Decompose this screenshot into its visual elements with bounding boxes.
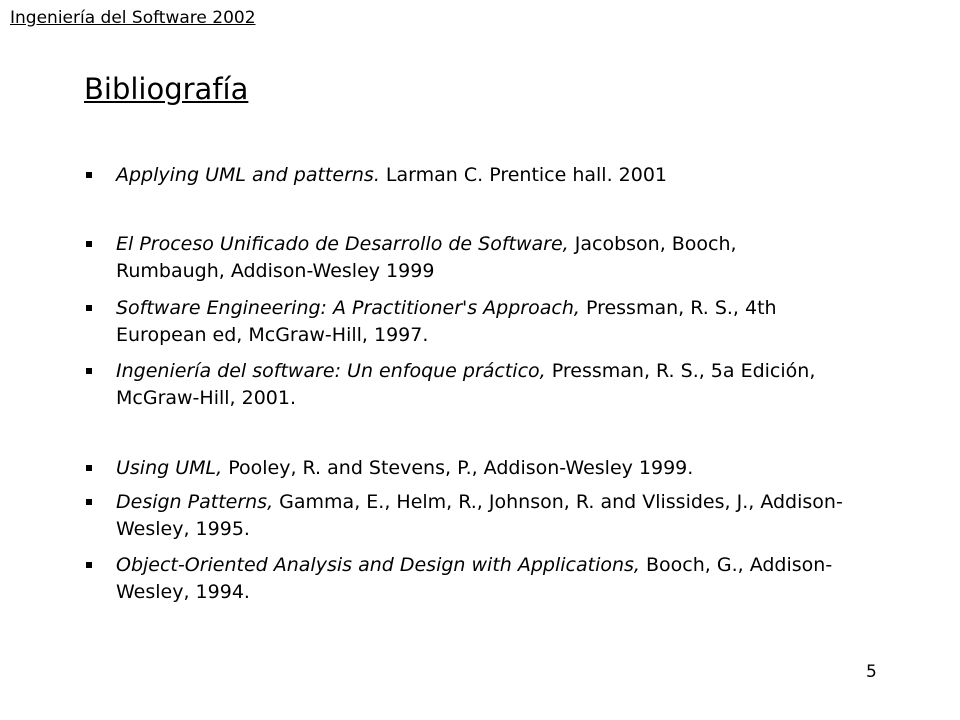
reference-title: Ingeniería del software: Un enfoque práctico, (116, 360, 546, 382)
square-bullet-icon (86, 465, 92, 471)
reference-text (116, 358, 846, 412)
list-item (84, 552, 904, 606)
reference-title: Using UML, (116, 457, 223, 479)
course-header: Ingeniería del Software 2002 (10, 8, 256, 28)
reference-text (116, 455, 846, 482)
square-bullet-icon (86, 499, 92, 505)
reference-text (116, 231, 846, 285)
reference-text (116, 552, 846, 606)
reference-title: Design Patterns, (116, 491, 274, 513)
reference-title: Software Engineering: A Practitioner's Approach, (116, 297, 580, 319)
slide-title: Bibliografía (84, 72, 249, 106)
reference-details: Booch, G., Addison-Wesley, 1994. (116, 554, 833, 603)
list-item (84, 231, 904, 285)
list-item (84, 358, 904, 412)
reference-text (116, 162, 846, 189)
square-bullet-icon (86, 562, 92, 568)
reference-details: Pooley, R. and Stevens, P., Addison-Wesley 1999. (228, 457, 694, 479)
reference-details: Pressman, R. S., 4th European ed, McGraw-Hill, 1997. (116, 297, 777, 346)
square-bullet-icon (86, 241, 92, 247)
reference-text (116, 489, 846, 543)
reference-title: El Proceso Unificado de Desarrollo de Software, (116, 233, 569, 255)
reference-details: Gamma, E., Helm, R., Johnson, R. and Vlissides, J., Addison-Wesley, 1995. (116, 491, 843, 540)
square-bullet-icon (86, 305, 92, 311)
square-bullet-icon (86, 368, 92, 374)
reference-details: Jacobson, Booch, Rumbaugh, Addison-Wesley 1999 (116, 233, 737, 282)
list-item (84, 455, 904, 482)
reference-title: Applying UML and patterns. (116, 164, 380, 186)
list-item (84, 162, 904, 189)
list-item (84, 489, 904, 543)
reference-details: Pressman, R. S., 5a Edición, McGraw-Hill, 2001. (116, 360, 816, 409)
square-bullet-icon (86, 172, 92, 178)
reference-text (116, 295, 846, 349)
list-item (84, 295, 904, 349)
reference-title: Object-Oriented Analysis and Design with Applications, (116, 554, 640, 576)
reference-details: Larman C. Prentice hall. 2001 (385, 164, 668, 186)
page-number: 5 (866, 662, 877, 682)
